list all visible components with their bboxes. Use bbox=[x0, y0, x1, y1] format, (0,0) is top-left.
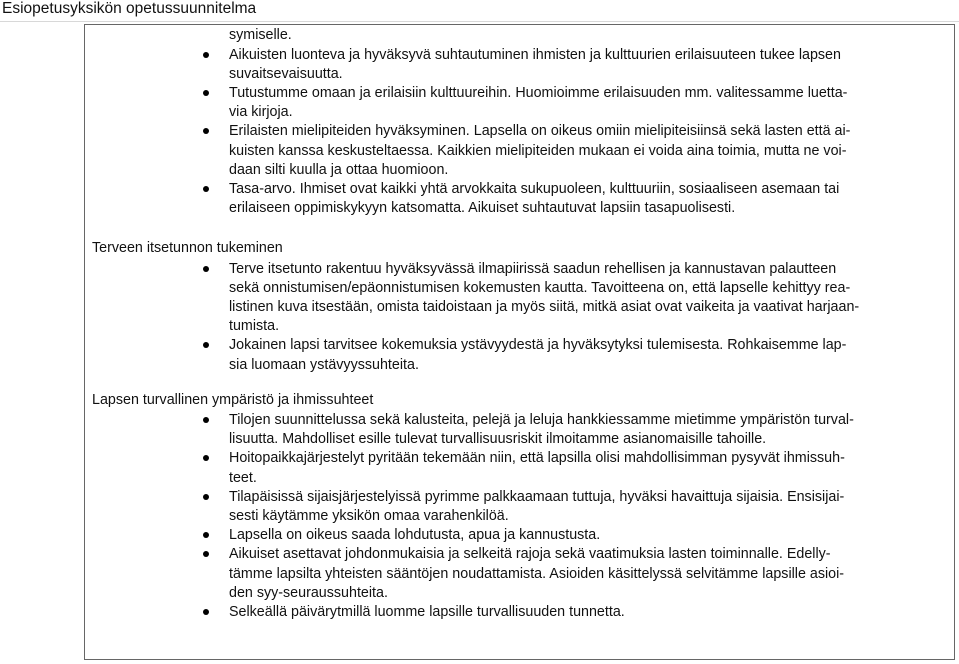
text-line: Tilapäisissä sijaisjärjestelyissä pyrimme palkkaamaan tuttuja, hyväksi havaittuja sijaisia. Ensisijai- bbox=[229, 488, 845, 505]
document-title: Esiopetusyksikön opetussuunnitelma bbox=[2, 0, 257, 17]
text-line: Aikuisten luonteva ja hyväksyvä suhtautuminen ihmisten ja kulttuurien erilaisuuteen tukee lapsen bbox=[229, 46, 841, 63]
bullet-icon bbox=[203, 494, 209, 500]
text-line: tämme lapsilta yhteisten sääntöjen noudattamista. Asioiden käsittelyssä selvitämme lapsille asioi- bbox=[229, 565, 845, 582]
bullet-icon bbox=[203, 52, 209, 58]
text-line: sia luomaan ystävyyssuhteita. bbox=[229, 356, 419, 373]
text-line: Lapsella on oikeus saada lohdutusta, apua ja kannustusta. bbox=[229, 527, 601, 544]
text-line: Terve itsetunto rakentuu hyväksyvässä ilmapiirissä saadun rehellisen ja kannustavan palautteen bbox=[229, 260, 837, 277]
text-line: Tasa-arvo. Ihmiset ovat kaikki yhtä arvokkaita sukupuoleen, kulttuuriin, sosiaaliseen asemaan tai bbox=[229, 180, 840, 197]
text-line: lisuutta. Mahdolliset esille tulevat turvallisuusriskit ilmoitamme asianomaisille tahoille. bbox=[229, 431, 767, 448]
text-line: Selkeällä päivärytmillä luomme lapsille turvallisuuden tunnetta. bbox=[229, 604, 625, 620]
text-line: Tilojen suunnittelussa sekä kalusteita, pelejä ja leluja hankkiessamme mietimme ympäristön turval- bbox=[229, 412, 854, 428]
bullet-icon bbox=[203, 186, 209, 192]
text-line: den syy-seuraussuhteita. bbox=[229, 584, 388, 601]
section-heading: Lapsen turvallinen ympäristö ja ihmissuhteet bbox=[92, 392, 374, 408]
text-line: kuisten kanssa keskusteltaessa. Kaikkien mielipiteiden mukaan ei voida aina toimia, mutta ne voi- bbox=[229, 142, 847, 159]
text-line: sekä onnistumisen/epäonnistumisen kokemusten kautta. Tavoitteena on, että lapselle kehittyy rea- bbox=[229, 279, 851, 296]
bullet-icon bbox=[203, 266, 209, 272]
section-heading: Terveen itsetunnon tukeminen bbox=[92, 240, 283, 256]
bullet-icon bbox=[203, 90, 209, 96]
text-line: Aikuiset asettavat johdonmukaisia ja selkeitä rajoja sekä vaatimuksia lasten toiminnalle. Edelly- bbox=[229, 546, 831, 563]
text-line: listinen kuva itsestään, omista taidoistaan ja myös siitä, mitkä asiat ovat vaikeita ja vaativat harjaan- bbox=[229, 298, 860, 315]
text-line: Jokainen lapsi tarvitsee kokemuksia ystävyydestä ja hyväksytyksi tulemisesta. Rohkaisemme lap- bbox=[229, 337, 847, 354]
text-line: Tutustumme omaan ja erilaisiin kulttuureihin. Huomioimme erilaisuuden mm. valitessamme luetta- bbox=[229, 84, 848, 101]
text-line: teet. bbox=[229, 469, 257, 486]
bullet-icon bbox=[203, 609, 209, 615]
text-line: sesti käytämme yksikön omaa varahenkilöä. bbox=[229, 508, 509, 524]
text-line: symiselle. bbox=[229, 27, 292, 43]
text-line: Hoitopaikkajärjestelyt pyritään tekemään niin, että lapsilla olisi mahdollisimman pysyvät ihmissuh- bbox=[229, 450, 845, 467]
bullet-icon bbox=[203, 417, 209, 423]
text-line: erilaiseen oppimiskykyyn katsomatta. Aikuiset suhtautuvat lapsiin tasapuolisesti. bbox=[229, 200, 736, 217]
text-line: Erilaisten mielipiteiden hyväksyminen. Lapsella on oikeus omiin mielipiteisiinsä sekä lasten että ai- bbox=[229, 123, 851, 140]
text-line: via kirjoja. bbox=[229, 104, 293, 121]
header-divider bbox=[0, 21, 959, 22]
text-line: suvaitsevaisuutta. bbox=[229, 65, 343, 82]
text-line: daan silti kuulla ja ottaa huomioon. bbox=[229, 161, 449, 178]
text-line: tumista. bbox=[229, 318, 280, 335]
